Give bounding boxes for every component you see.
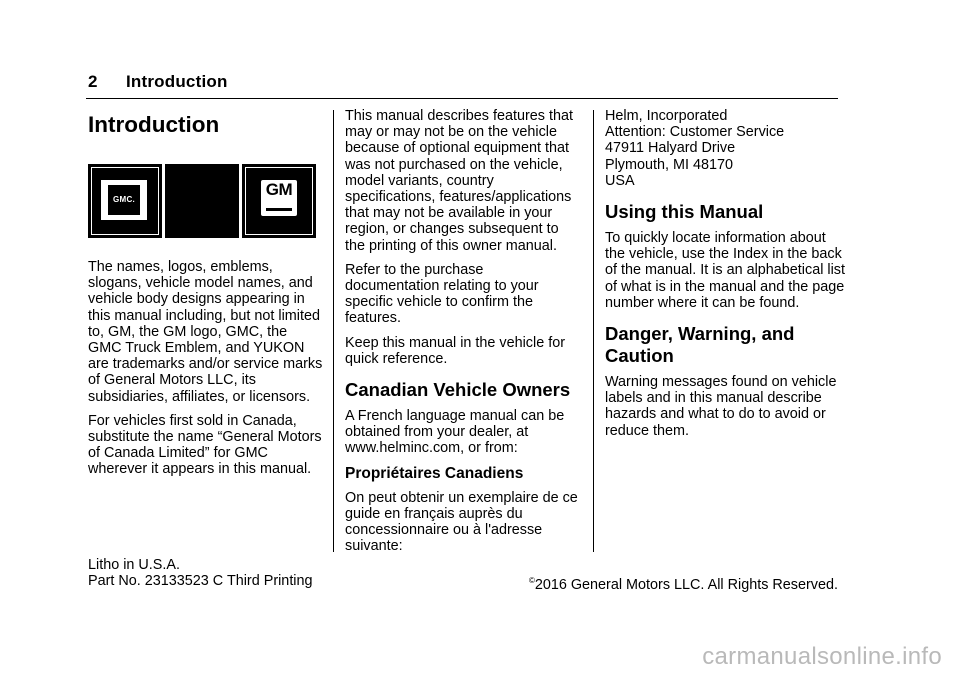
black-square-icon xyxy=(165,164,239,238)
copyright-text: 2016 General Motors LLC. All Rights Reserved. xyxy=(534,577,838,593)
french-manual-paragraph: A French language manual can be obtained from your dealer, at www.helminc.com, or from: xyxy=(345,408,565,457)
section-title: Introduction xyxy=(126,72,228,91)
column-divider-1 xyxy=(333,110,334,552)
address-line: Attention: Customer Service xyxy=(605,124,785,141)
copyright-notice xyxy=(529,573,838,593)
address-line: Plymouth, MI 48170 xyxy=(605,156,733,173)
running-head xyxy=(88,72,228,92)
danger-warning-heading: Danger, Warning, and Caution xyxy=(605,323,795,367)
column-2 xyxy=(345,108,581,562)
proprietaires-heading: Propriétaires Canadiens xyxy=(345,464,524,482)
gmc-logo-icon xyxy=(88,164,162,238)
part-number: Part No. 23133523 C Third Printing xyxy=(88,573,313,590)
gm-logo-text: GM xyxy=(265,180,293,199)
brand-logos xyxy=(88,164,324,238)
page-number: 2 xyxy=(88,72,98,91)
gm-logo-icon xyxy=(242,164,316,238)
litho-text: Litho in U.S.A. xyxy=(88,557,180,573)
address-line: Helm, Incorporated xyxy=(605,108,728,124)
column-3 xyxy=(605,108,845,447)
using-manual-heading: Using this Manual xyxy=(605,201,764,223)
copyright-symbol: © xyxy=(528,576,535,585)
address-line: 47911 Halyard Drive xyxy=(605,140,736,157)
column-1 xyxy=(88,108,324,486)
danger-warning-paragraph: Warning messages found on vehicle labels and in this manual describe hazards and what to do to avoid or reduce them. xyxy=(605,374,837,439)
purchase-doc-paragraph: Refer to the purchase documentation relating to your specific vehicle to confirm the features. xyxy=(345,261,539,327)
address-line: USA xyxy=(605,172,635,189)
watermark: carmanualsonline.info xyxy=(702,643,942,670)
header-rule xyxy=(86,98,838,99)
address-block xyxy=(605,108,845,189)
trademark-paragraph: The names, logos, emblems, slogans, vehicle model names, and vehicle body designs appearing in this manual including, but not limited to, GM, the GM logo, GMC, the GMC Truck Emblem, and YUKON are trademarks and/or service marks of General Motors LLC, its subsidiaries, affiliates, or licensors. xyxy=(88,259,323,405)
features-paragraph: This manual describes features that may or may not be on the vehicle because of optional equipment that was not purchased on the vehicle, model variants, country specifications, features/applications that may not be available in your region, or changes subsequent to the printing of this owner manual. xyxy=(345,108,573,254)
footer-left xyxy=(88,557,313,589)
canada-name-paragraph: For vehicles first sold in Canada, substitute the name “General Motors of Canada Limited” for GMC wherever it appears in this manual. xyxy=(88,412,322,478)
canadian-owners-heading: Canadian Vehicle Owners xyxy=(345,379,571,401)
page-title: Introduction xyxy=(88,112,220,137)
using-manual-paragraph: To quickly locate information about the vehicle, use the Index in the back of the manual. It is an alphabetical list of what is in the manual and the page number where it can be found. xyxy=(605,230,845,311)
column-divider-2 xyxy=(593,110,594,552)
french-paragraph: On peut obtenir un exemplaire de ce guide en français auprès du concessionnaire ou à l'adresse suivante: xyxy=(345,489,578,555)
gmc-logo-text: GMC. xyxy=(112,194,136,204)
keep-manual-paragraph: Keep this manual in the vehicle for quick reference. xyxy=(345,334,565,367)
